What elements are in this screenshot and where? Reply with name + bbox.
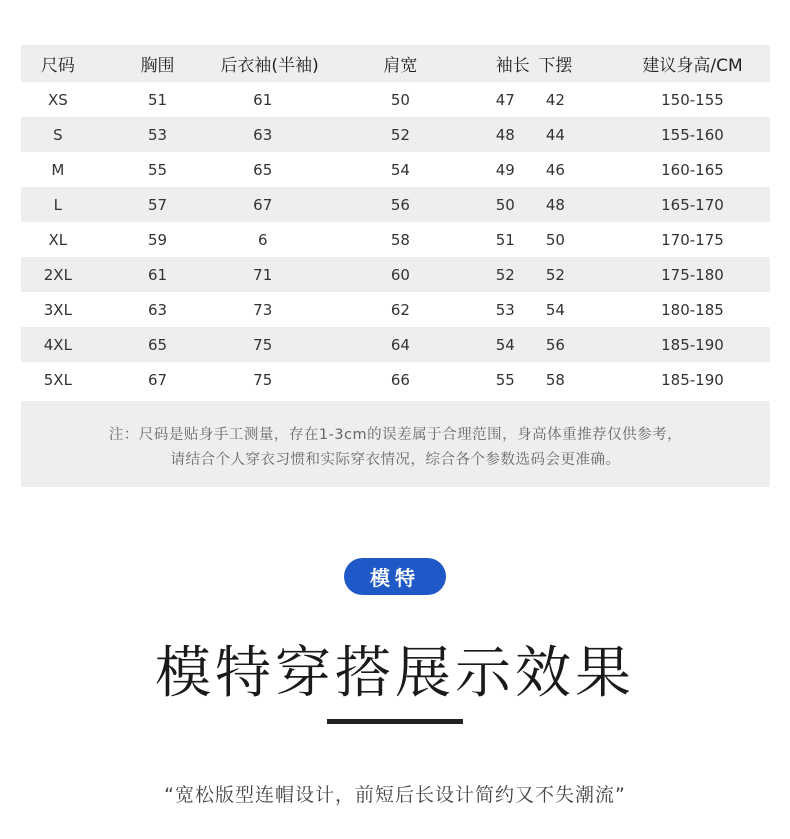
cell-size: 3XL (43, 300, 72, 319)
cell-height: 180-185 (661, 300, 724, 319)
note-line-2: 请结合个人穿衣习惯和实际穿衣情况，综合各个参数选码会更准确。 (170, 452, 621, 468)
header-hem: 下摆 (538, 56, 573, 76)
cell-shoulder: 64 (390, 335, 410, 354)
cell-hem: 58 (545, 370, 565, 389)
cell-size: 4XL (43, 335, 72, 354)
cell-size: XL (48, 230, 68, 249)
cell-back-length: 73 (253, 300, 273, 319)
cell-chest: 63 (148, 300, 168, 319)
cell-shoulder: 50 (390, 90, 410, 109)
model-badge: 模特 (344, 558, 446, 595)
cell-shoulder: 66 (390, 370, 410, 389)
cell-height: 170-175 (661, 230, 724, 249)
size-chart-body (21, 82, 770, 397)
cell-height: 160-165 (661, 160, 724, 179)
cell-hem: 48 (545, 195, 565, 214)
cell-height: 175-180 (661, 265, 724, 284)
cell-chest: 57 (148, 195, 168, 214)
cell-chest: 67 (148, 370, 168, 389)
cell-size: 5XL (43, 370, 72, 389)
cell-hem: 52 (545, 265, 565, 284)
header-height: 建议身高/CM (642, 56, 743, 76)
table-row: 2XL 61 71 60 52 52 175-180 (21, 257, 770, 292)
cell-size: M (51, 160, 65, 179)
table-row: M 55 65 54 49 46 160-165 (21, 152, 770, 187)
header-chest: 胸围 (140, 56, 175, 76)
cell-height: 150-155 (661, 90, 724, 109)
cell-size: S (53, 125, 63, 144)
cell-shoulder: 56 (390, 195, 410, 214)
cell-back-length: 6 (257, 230, 268, 249)
cell-back-length: 75 (253, 335, 273, 354)
cell-shoulder: 58 (390, 230, 410, 249)
header-shoulder: 肩宽 (383, 56, 418, 76)
tagline: “宽松版型连帽设计，前短后长设计简约又不失潮流” (164, 784, 626, 806)
cell-height: 155-160 (661, 125, 724, 144)
cell-size: XS (47, 90, 68, 109)
cell-hem: 50 (545, 230, 565, 249)
cell-hem: 54 (545, 300, 565, 319)
cell-height: 185-190 (661, 370, 724, 389)
cell-back-length: 65 (253, 160, 273, 179)
cell-size: 2XL (43, 265, 72, 284)
cell-back-length: 71 (253, 265, 273, 284)
cell-chest: 65 (148, 335, 168, 354)
table-row: L 57 67 56 50 48 165-170 (21, 187, 770, 222)
cell-hem: 42 (545, 90, 565, 109)
note-line-1: 注：尺码是贴身手工测量，存在1-3cm的误差属于合理范围，身高体重推荐仅供参考， (108, 427, 683, 443)
cell-hem: 46 (545, 160, 565, 179)
cell-shoulder: 62 (390, 300, 410, 319)
cell-back-length: 67 (253, 195, 273, 214)
cell-shoulder: 60 (390, 265, 410, 284)
size-chart-header-row: 尺码 胸围 后衣袖(半袖) 肩宽 袖长 下摆 建议身高/CM (21, 45, 770, 82)
table-row: XS 51 61 50 47 42 150-155 (21, 82, 770, 117)
title-underline (327, 719, 463, 724)
cell-back-length: 61 (253, 90, 273, 109)
table-row: 5XL 67 75 66 55 58 185-190 (21, 362, 770, 397)
cell-shoulder: 54 (390, 160, 410, 179)
cell-back-length: 63 (253, 125, 273, 144)
cell-back-length: 75 (253, 370, 273, 389)
cell-height: 185-190 (661, 335, 724, 354)
cell-chest: 53 (148, 125, 168, 144)
cell-chest: 51 (148, 90, 168, 109)
cell-chest: 61 (148, 265, 168, 284)
cell-shoulder: 52 (390, 125, 410, 144)
table-row: XL 59 6 58 51 50 170-175 (21, 222, 770, 257)
table-row: S 53 63 52 48 44 155-160 (21, 117, 770, 152)
header-size: 尺码 (40, 56, 75, 76)
size-note (21, 401, 770, 487)
cell-size: L (53, 195, 63, 214)
cell-hem: 44 (545, 125, 565, 144)
cell-hem: 56 (545, 335, 565, 354)
section-title: 模特穿搭展示效果 (155, 641, 635, 706)
cell-height: 165-170 (661, 195, 724, 214)
size-chart-table (21, 45, 770, 397)
header-back-length: 后衣袖(半袖) (220, 56, 319, 76)
cell-chest: 59 (148, 230, 168, 249)
table-row: 4XL 65 75 64 54 56 185-190 (21, 327, 770, 362)
cell-chest: 55 (148, 160, 168, 179)
table-row: 3XL 63 73 62 53 54 180-185 (21, 292, 770, 327)
